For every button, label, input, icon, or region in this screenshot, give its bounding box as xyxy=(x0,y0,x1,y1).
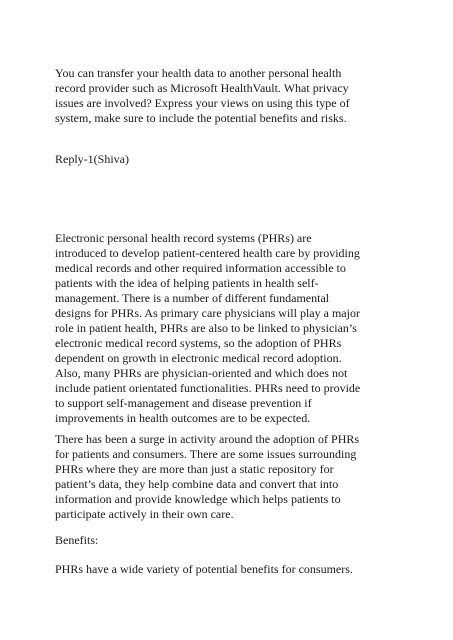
paragraph-line: for patients and consumers. There are some issues surrounding xyxy=(55,447,357,461)
paragraph-line: patients with the idea of helping patients in health self- xyxy=(55,276,319,290)
paragraph-line: include patient orientated functionalities. PHRs need to provide xyxy=(55,381,361,395)
paragraph-line: introduced to develop patient-centered health care by providing xyxy=(55,246,360,260)
benefits-heading xyxy=(55,533,415,548)
paragraph-line: designs for PHRs. As primary care physicians will play a major xyxy=(55,306,360,320)
body-paragraph-1 xyxy=(55,231,415,426)
paragraph-line: management. There is a number of different fundamental xyxy=(55,291,330,305)
paragraph-line: PHRs have a wide variety of potential benefits for consumers. xyxy=(55,562,353,576)
paragraph-line: role in patient health, PHRs are also to be linked to physician’s xyxy=(55,321,357,335)
paragraph-line: participate actively in their own care. xyxy=(55,507,234,521)
paragraph-line: electronic medical record systems, so the adoption of PHRs xyxy=(55,336,342,350)
paragraph-line: PHRs where they are more than just a static repository for xyxy=(55,462,334,476)
paragraph-line: improvements in health outcomes are to be expected. xyxy=(55,411,311,425)
prompt-line: issues are involved? Express your views on using this type of xyxy=(55,96,350,110)
paragraph-line: to support self-management and disease prevention if xyxy=(55,396,312,410)
body-paragraph-2 xyxy=(55,432,415,522)
paragraph-line: information and provide knowledge which helps patients to xyxy=(55,492,341,506)
body-paragraph-3 xyxy=(55,562,415,577)
reply-heading-text: Reply-1(Shiva) xyxy=(55,152,129,166)
reply-heading xyxy=(55,152,415,167)
paragraph-line: Electronic personal health record systems (PHRs) are xyxy=(55,231,312,245)
prompt-line: record provider such as Microsoft HealthVault. What privacy xyxy=(55,81,349,95)
prompt-paragraph xyxy=(55,66,415,126)
benefits-heading-text: Benefits: xyxy=(55,533,99,547)
paragraph-line: Also, many PHRs are physician-oriented and which does not xyxy=(55,366,348,380)
paragraph-line: medical records and other required information accessible to xyxy=(55,261,346,275)
prompt-line: system, make sure to include the potential benefits and risks. xyxy=(55,111,347,125)
paragraph-line: There has been a surge in activity around the adoption of PHRs xyxy=(55,432,360,446)
paragraph-line: patient’s data, they help combine data and convert that into xyxy=(55,477,339,491)
paragraph-line: dependent on growth in electronic medical record adoption. xyxy=(55,351,342,365)
prompt-line: You can transfer your health data to another personal health xyxy=(55,66,342,80)
